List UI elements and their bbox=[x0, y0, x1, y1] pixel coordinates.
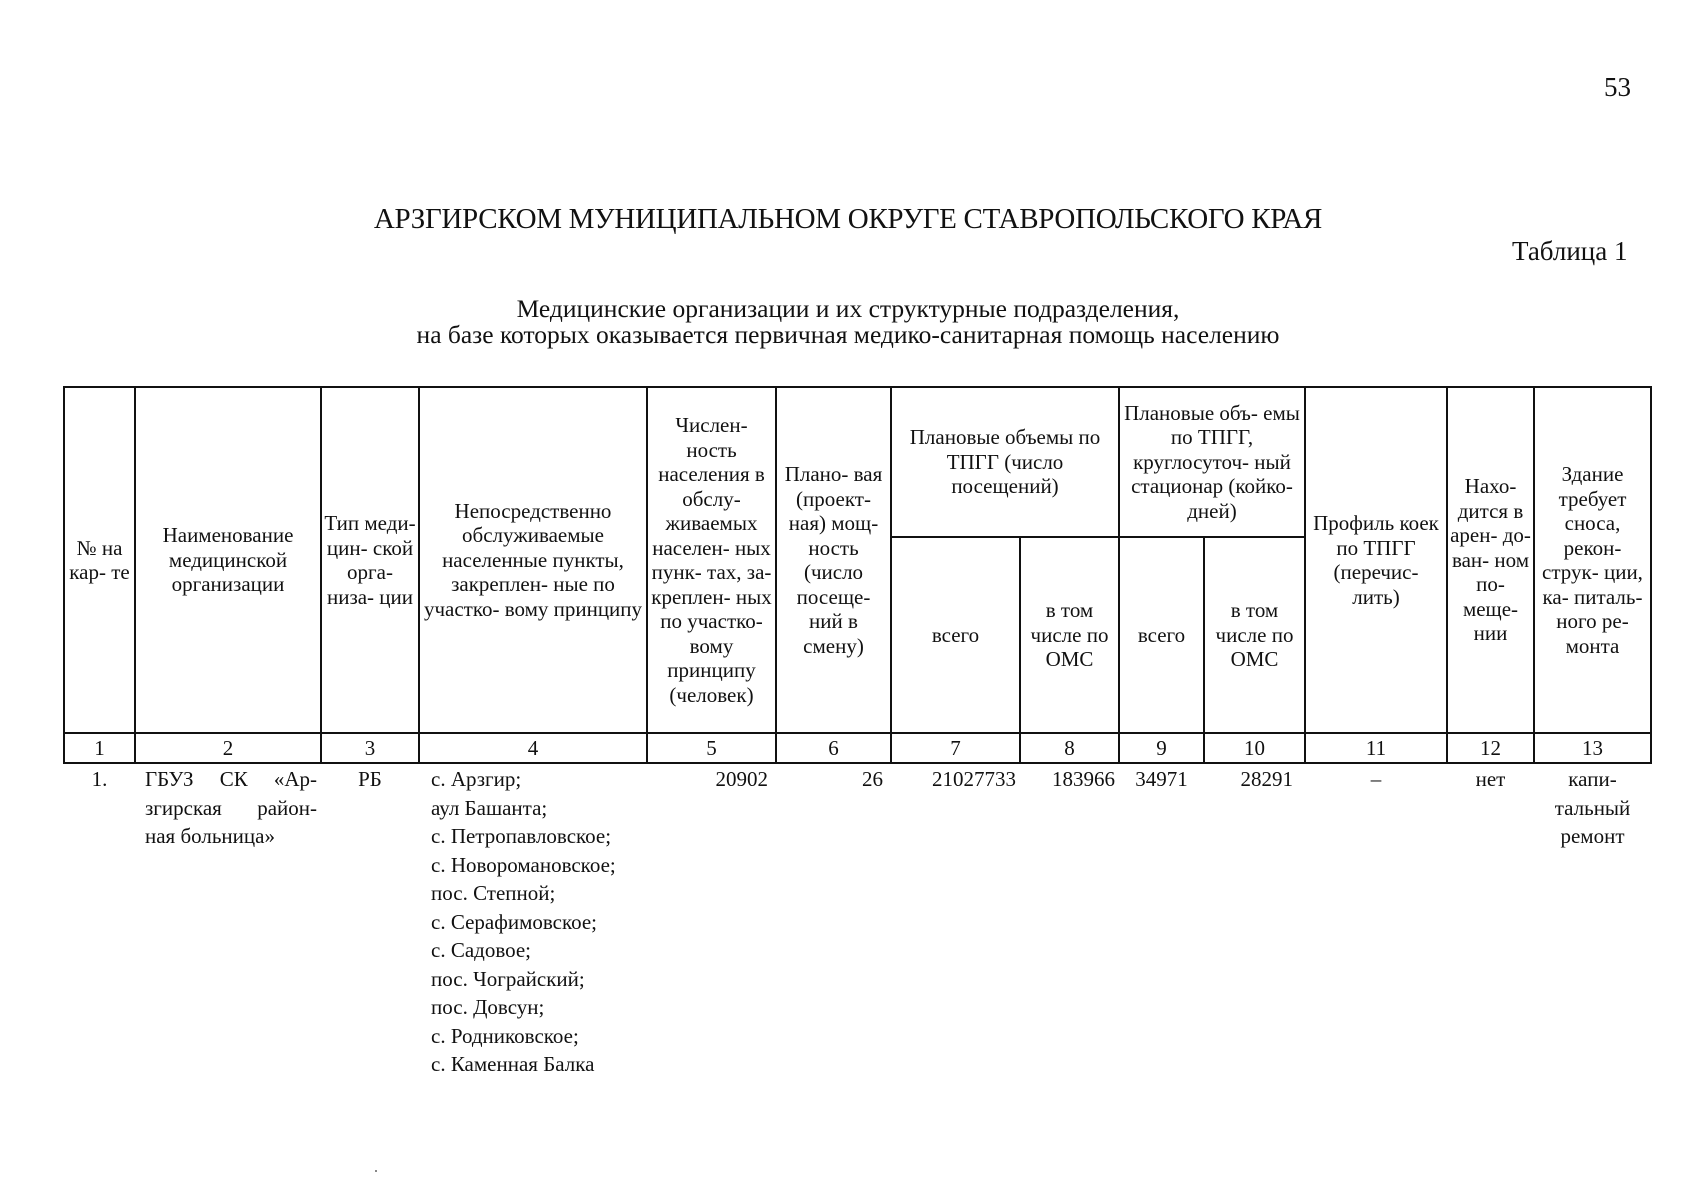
beddays-oms-cell: 28291 bbox=[1240, 767, 1293, 791]
visits-total-cell: 21027733 bbox=[932, 767, 1016, 791]
settlement-item: с. Серафимовское; bbox=[431, 909, 598, 934]
settlement-item: с. Арзгир; bbox=[431, 767, 522, 791]
column-number-row bbox=[64, 733, 1651, 763]
col-group-beddays: Плановые объ- емы по ТПГГ, круглосуточ- ный стационар (койко-дней) bbox=[1119, 387, 1305, 537]
col-header-visits-oms: в том числе по ОМС bbox=[1020, 537, 1119, 733]
column-number: 5 bbox=[647, 733, 776, 763]
col-header-rented: Нахо- дится в арен- до- ван- ном по- меще- нии bbox=[1447, 387, 1534, 733]
col-header-capacity: Плано- вая (проект- ная) мощ- ность (число посеще- ний в смену) bbox=[776, 387, 891, 733]
column-number: 9 bbox=[1119, 733, 1204, 763]
col-header-beddays-oms: в том числе по ОМС bbox=[1204, 537, 1305, 733]
document-header: АРЗГИРСКОМ МУНИЦИПАЛЬНОМ ОКРУГЕ СТАВРОПОЛЬСКОГО КРАЯ bbox=[373, 203, 1323, 235]
settlement-item: с. Каменная Балка bbox=[431, 1052, 595, 1076]
settlement-item: с. Садовое; bbox=[431, 938, 532, 962]
col-header-map-number: № на кар- те bbox=[64, 387, 135, 733]
org-type-cell: РБ bbox=[358, 767, 382, 791]
col-header-bed-profile: Профиль коек по ТПГГ (перечис- лить) bbox=[1305, 387, 1447, 733]
settlement-item: пос. Степной; bbox=[431, 881, 556, 905]
col-header-repair: Здание требует сноса, рекон- струк- ции, ка- питаль- ного ре- монта bbox=[1534, 387, 1651, 733]
beddays-total-cell: 34971 bbox=[1135, 767, 1188, 791]
column-number: 2 bbox=[135, 733, 321, 763]
caption-line-1: Медицинские организации и их структурные подразделения, bbox=[516, 294, 1180, 323]
bed-profile-cell: – bbox=[1370, 767, 1382, 791]
header-row-top bbox=[64, 387, 1651, 537]
col-header-population: Числен- ность населения в обслу- живаемых населен- ных пунк- тах, за- креплен- ных по участко- вому принципу (человек) bbox=[647, 387, 776, 733]
visits-oms-cell: 183966 bbox=[1052, 767, 1115, 791]
col-header-org-type: Тип меди- цин- ской орга- низа- ции bbox=[321, 387, 419, 733]
col-header-visits-total: всего bbox=[891, 537, 1020, 733]
settlement-item: с. Родниковское; bbox=[431, 1023, 579, 1048]
col-header-beddays-total: всего bbox=[1119, 537, 1204, 733]
organizations-table bbox=[63, 386, 1652, 1080]
rented-cell: нет bbox=[1475, 767, 1506, 791]
column-number: 8 bbox=[1020, 733, 1119, 763]
scan-dot bbox=[375, 1170, 377, 1172]
settlements-cell bbox=[419, 763, 647, 1080]
col-header-org-name: Наименование медицинской организации bbox=[135, 387, 321, 733]
column-number: 4 bbox=[419, 733, 647, 763]
column-number: 7 bbox=[891, 733, 1020, 763]
settlement-item: аул Башанта; bbox=[431, 795, 548, 820]
org-name-cell: ГБУЗ СК «Ар- згирская район- ная больница» bbox=[145, 767, 317, 848]
column-number: 11 bbox=[1305, 733, 1447, 763]
col-header-settlements: Непосредственно обслуживаемые населенные пункты, закреплен- ные по участко- вому принципу bbox=[419, 387, 647, 733]
table-row bbox=[64, 763, 1651, 1080]
column-number: 3 bbox=[321, 733, 419, 763]
column-number: 6 bbox=[776, 733, 891, 763]
settlement-item: пос. Довсун; bbox=[431, 995, 545, 1019]
table-label: Таблица 1 bbox=[1512, 236, 1628, 266]
capacity-cell: 26 bbox=[862, 767, 883, 791]
settlement-item: с. Новоромановское; bbox=[431, 852, 616, 877]
repair-cell: капи- тальный ремонт bbox=[1554, 767, 1631, 848]
map-number-cell: 1. bbox=[91, 767, 108, 791]
col-group-visits: Плановые объемы по ТПГГ (число посещений) bbox=[891, 387, 1119, 537]
column-number: 1 bbox=[64, 733, 135, 763]
settlement-item: пос. Чограйский; bbox=[431, 966, 585, 991]
column-number: 12 bbox=[1447, 733, 1534, 763]
page-number: 53 bbox=[1604, 72, 1631, 102]
column-number: 13 bbox=[1534, 733, 1651, 763]
column-number: 10 bbox=[1204, 733, 1305, 763]
table-caption bbox=[0, 296, 1696, 348]
population-cell: 20902 bbox=[715, 767, 768, 791]
caption-line-2: на базе которых оказывается первичная медико-санитарная помощь населению bbox=[416, 320, 1280, 349]
settlement-item: с. Петропавловское; bbox=[431, 824, 612, 848]
